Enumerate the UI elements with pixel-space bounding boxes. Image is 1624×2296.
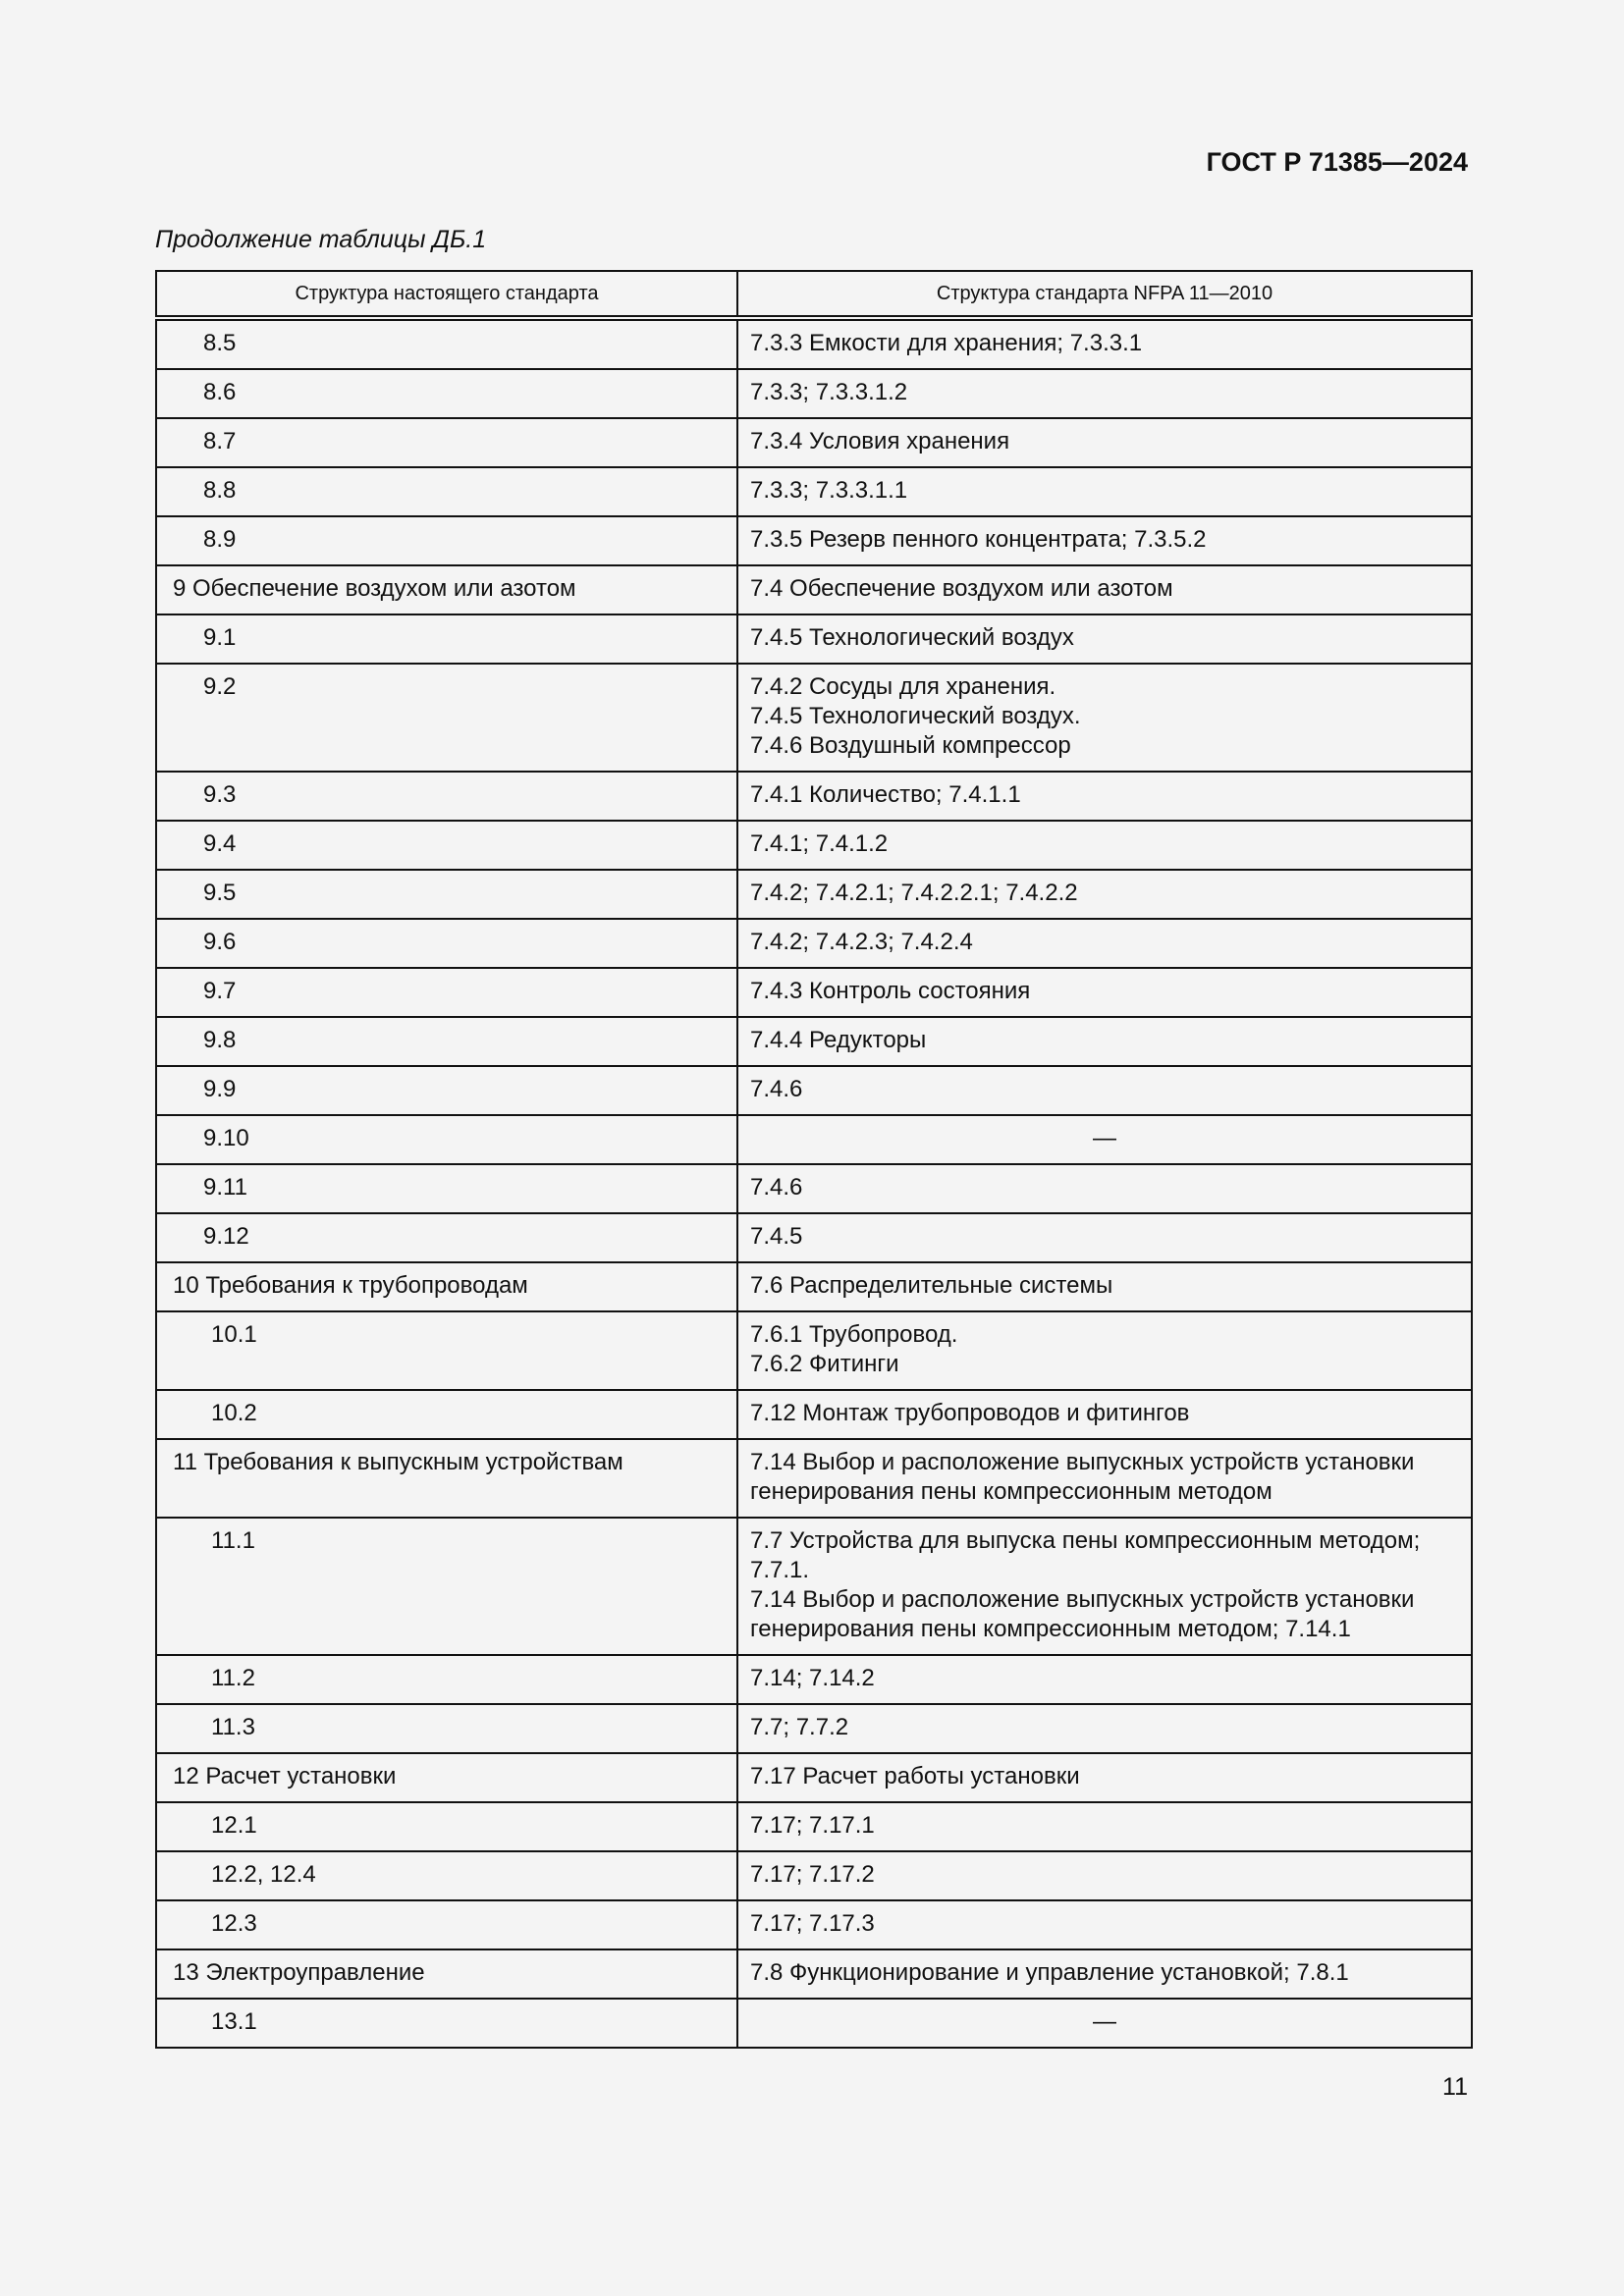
cell-this-standard — [156, 664, 737, 772]
nfpa-clause-line: 7.4.3 Контроль состояния — [750, 978, 1031, 1004]
cell-nfpa-standard — [737, 1066, 1472, 1115]
cell-nfpa-standard — [737, 1390, 1472, 1439]
cell-nfpa-standard — [737, 1851, 1472, 1900]
cell-nfpa-standard — [737, 318, 1472, 369]
table-row — [156, 318, 1472, 369]
cell-nfpa-standard — [737, 1900, 1472, 1949]
cell-nfpa-standard — [737, 1115, 1472, 1164]
clause-number: 9 Обеспечение воздухом или азотом — [173, 575, 576, 602]
cell-this-standard — [156, 772, 737, 821]
cell-nfpa-standard — [737, 1802, 1472, 1851]
clause-number: 9.8 — [203, 1027, 237, 1053]
table-row — [156, 418, 1472, 467]
cell-nfpa-standard — [737, 1949, 1472, 1999]
nfpa-clause-line: 7.7 Устройства для выпуска пены компрессионным методом; 7.7.1. — [750, 1527, 1421, 1583]
clause-number: 12.3 — [211, 1910, 257, 1937]
clause-number: 9.4 — [203, 830, 237, 857]
table-row — [156, 1115, 1472, 1164]
nfpa-clause-line: 7.4.5 Технологический воздух — [750, 624, 1074, 651]
cell-this-standard — [156, 968, 737, 1017]
clause-number: 9.7 — [203, 978, 237, 1004]
clause-number: 11.2 — [211, 1665, 255, 1691]
cell-nfpa-standard — [737, 418, 1472, 467]
clause-number: 12.2, 12.4 — [211, 1861, 316, 1888]
cell-nfpa-standard — [737, 1655, 1472, 1704]
table-row — [156, 1164, 1472, 1213]
table-caption: Продолжение таблицы ДБ.1 — [155, 226, 487, 253]
clause-number: 11.1 — [211, 1527, 255, 1554]
cell-nfpa-standard — [737, 1439, 1472, 1518]
page-number: 11 — [1442, 2073, 1468, 2101]
clause-number: 13 Электроуправление — [173, 1959, 425, 1986]
table-row — [156, 1390, 1472, 1439]
nfpa-clause-line: 7.17; 7.17.3 — [750, 1910, 875, 1937]
clause-number: 9.10 — [203, 1125, 249, 1151]
clause-number: 10 Требования к трубопроводам — [173, 1272, 528, 1299]
cell-this-standard — [156, 1851, 737, 1900]
nfpa-clause-line: 7.6.1 Трубопровод. — [750, 1321, 958, 1348]
cell-this-standard — [156, 614, 737, 664]
table-row — [156, 919, 1472, 968]
cell-this-standard — [156, 369, 737, 418]
cell-this-standard — [156, 1115, 737, 1164]
column-header-this-standard: Структура настоящего стандарта — [156, 271, 737, 318]
cell-nfpa-standard — [737, 565, 1472, 614]
table-row — [156, 1066, 1472, 1115]
cell-this-standard — [156, 318, 737, 369]
nfpa-clause-line: 7.8 Функционирование и управление установкой; 7.8.1 — [750, 1959, 1349, 1986]
clause-number: 8.5 — [203, 330, 237, 356]
cell-nfpa-standard — [737, 1518, 1472, 1655]
nfpa-clause-line: 7.4.2; 7.4.2.3; 7.4.2.4 — [750, 929, 973, 955]
table-row — [156, 1851, 1472, 1900]
table-row — [156, 1999, 1472, 2048]
cell-this-standard — [156, 1213, 737, 1262]
nfpa-clause-line: 7.4 Обеспечение воздухом или азотом — [750, 575, 1173, 602]
cell-nfpa-standard — [737, 870, 1472, 919]
table-row — [156, 614, 1472, 664]
nfpa-clause-line: 7.4.1 Количество; 7.4.1.1 — [750, 781, 1021, 808]
nfpa-clause-line: 7.4.1; 7.4.1.2 — [750, 830, 889, 857]
table-row — [156, 369, 1472, 418]
nfpa-clause-line: 7.14 Выбор и расположение выпускных устройств установки генерирования пены компрессионным методом — [750, 1449, 1415, 1505]
nfpa-clause-line: 7.6 Распределительные системы — [750, 1272, 1113, 1299]
table-row — [156, 1311, 1472, 1390]
table-row — [156, 1949, 1472, 1999]
cell-this-standard — [156, 1655, 737, 1704]
clause-number: 9.12 — [203, 1223, 249, 1250]
table-row — [156, 772, 1472, 821]
clause-number: 12 Расчет установки — [173, 1763, 397, 1789]
cell-nfpa-standard — [737, 516, 1472, 565]
cell-this-standard — [156, 467, 737, 516]
table-body — [156, 318, 1472, 2048]
nfpa-clause-line: 7.4.4 Редукторы — [750, 1027, 927, 1053]
table-row — [156, 968, 1472, 1017]
clause-number: 8.9 — [203, 526, 237, 553]
cell-nfpa-standard — [737, 1213, 1472, 1262]
cell-this-standard — [156, 418, 737, 467]
nfpa-clause-line: 7.17; 7.17.1 — [750, 1812, 875, 1839]
clause-number: 13.1 — [211, 2008, 257, 2035]
table-row — [156, 1753, 1472, 1802]
nfpa-clause-line: — — [1093, 1125, 1116, 1151]
nfpa-clause-line: 7.14; 7.14.2 — [750, 1665, 875, 1691]
cell-this-standard — [156, 516, 737, 565]
table-row — [156, 821, 1472, 870]
nfpa-clause-line: 7.17; 7.17.2 — [750, 1861, 875, 1888]
nfpa-clause-line: 7.3.3 Емкости для хранения; 7.3.3.1 — [750, 330, 1143, 356]
table-row — [156, 1439, 1472, 1518]
document-code: ГОСТ Р 71385—2024 — [1206, 147, 1468, 177]
nfpa-clause-line: 7.17 Расчет работы установки — [750, 1763, 1080, 1789]
cell-this-standard — [156, 1311, 737, 1390]
table-row — [156, 1017, 1472, 1066]
nfpa-clause-line: 7.4.6 Воздушный компрессор — [750, 732, 1071, 759]
column-header-nfpa-standard: Структура стандарта NFPA 11—2010 — [737, 271, 1472, 318]
clause-number: 9.9 — [203, 1076, 237, 1102]
clause-number: 9.1 — [203, 624, 237, 651]
nfpa-clause-line: 7.4.2; 7.4.2.1; 7.4.2.2.1; 7.4.2.2 — [750, 880, 1078, 906]
table-row — [156, 1518, 1472, 1655]
cell-this-standard — [156, 1518, 737, 1655]
table-row — [156, 516, 1472, 565]
cell-nfpa-standard — [737, 772, 1472, 821]
table-row — [156, 664, 1472, 772]
nfpa-clause-line: — — [1093, 2008, 1116, 2035]
cell-this-standard — [156, 919, 737, 968]
clause-number: 12.1 — [211, 1812, 257, 1839]
cell-this-standard — [156, 1066, 737, 1115]
table-row — [156, 1802, 1472, 1851]
cell-this-standard — [156, 1390, 737, 1439]
clause-number: 8.7 — [203, 428, 237, 454]
table-row — [156, 1213, 1472, 1262]
nfpa-clause-line: 7.6.2 Фитинги — [750, 1351, 899, 1377]
cell-this-standard — [156, 1802, 737, 1851]
table-row — [156, 1704, 1472, 1753]
cell-this-standard — [156, 821, 737, 870]
cell-this-standard — [156, 870, 737, 919]
nfpa-clause-line: 7.4.6 — [750, 1174, 803, 1201]
clause-number: 9.6 — [203, 929, 237, 955]
cell-this-standard — [156, 1262, 737, 1311]
clause-number: 10.2 — [211, 1400, 257, 1426]
cell-nfpa-standard — [737, 968, 1472, 1017]
nfpa-clause-line: 7.7; 7.7.2 — [750, 1714, 849, 1740]
clause-number: 8.6 — [203, 379, 237, 405]
clause-number: 8.8 — [203, 477, 237, 504]
cell-nfpa-standard — [737, 1262, 1472, 1311]
cell-nfpa-standard — [737, 1164, 1472, 1213]
cell-this-standard — [156, 1704, 737, 1753]
nfpa-clause-line: 7.3.3; 7.3.3.1.1 — [750, 477, 908, 504]
cell-nfpa-standard — [737, 1753, 1472, 1802]
clause-number: 9.2 — [203, 673, 237, 700]
nfpa-clause-line: 7.4.5 — [750, 1223, 803, 1250]
nfpa-clause-line: 7.4.2 Сосуды для хранения. — [750, 673, 1056, 700]
nfpa-clause-line: 7.12 Монтаж трубопроводов и фитингов — [750, 1400, 1190, 1426]
cell-nfpa-standard — [737, 1017, 1472, 1066]
cell-nfpa-standard — [737, 1311, 1472, 1390]
table-row — [156, 565, 1472, 614]
cell-nfpa-standard — [737, 664, 1472, 772]
nfpa-clause-line: 7.4.5 Технологический воздух. — [750, 703, 1081, 729]
table-row — [156, 467, 1472, 516]
nfpa-clause-line: 7.3.4 Условия хранения — [750, 428, 1010, 454]
clause-number: 9.11 — [203, 1174, 247, 1201]
clause-number: 10.1 — [211, 1321, 257, 1348]
table-row — [156, 1262, 1472, 1311]
table-row — [156, 870, 1472, 919]
cell-this-standard — [156, 565, 737, 614]
table-header-row — [156, 271, 1472, 318]
nfpa-clause-line: 7.3.3; 7.3.3.1.2 — [750, 379, 908, 405]
cell-this-standard — [156, 1439, 737, 1518]
table-row — [156, 1655, 1472, 1704]
cell-this-standard — [156, 1164, 737, 1213]
clause-number: 11.3 — [211, 1714, 255, 1740]
cell-nfpa-standard — [737, 919, 1472, 968]
nfpa-clause-line: 7.14 Выбор и расположение выпускных устройств установки генерирования пены компрессионным методом; 7.14.1 — [750, 1586, 1415, 1642]
cell-nfpa-standard — [737, 614, 1472, 664]
table-row — [156, 1900, 1472, 1949]
cell-this-standard — [156, 1900, 737, 1949]
cell-nfpa-standard — [737, 467, 1472, 516]
nfpa-clause-line: 7.4.6 — [750, 1076, 803, 1102]
cell-this-standard — [156, 1999, 737, 2048]
clause-number: 9.5 — [203, 880, 237, 906]
cell-this-standard — [156, 1753, 737, 1802]
cell-this-standard — [156, 1949, 737, 1999]
cell-this-standard — [156, 1017, 737, 1066]
correspondence-table — [155, 270, 1473, 2049]
cell-nfpa-standard — [737, 821, 1472, 870]
clause-number: 9.3 — [203, 781, 237, 808]
clause-number: 11 Требования к выпускным устройствам — [173, 1449, 623, 1475]
cell-nfpa-standard — [737, 1704, 1472, 1753]
cell-nfpa-standard — [737, 369, 1472, 418]
nfpa-clause-line: 7.3.5 Резерв пенного концентрата; 7.3.5.2 — [750, 526, 1207, 553]
cell-nfpa-standard — [737, 1999, 1472, 2048]
